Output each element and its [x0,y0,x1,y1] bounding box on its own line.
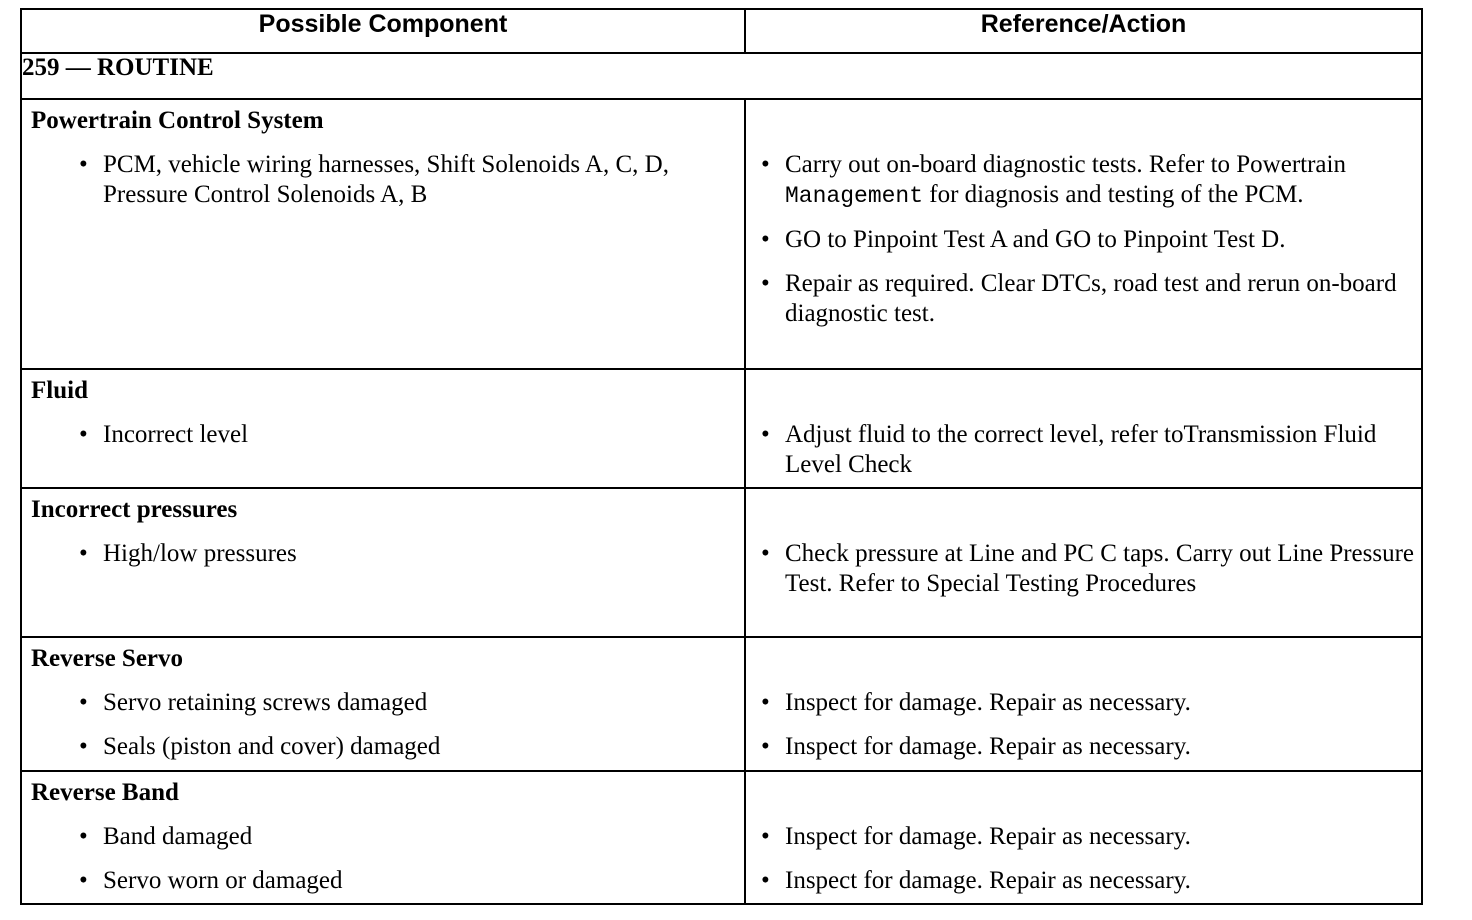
table-row [21,488,1422,637]
action-list [746,822,1421,896]
group-title: Incorrect pressures [31,496,238,523]
component-item: • Servo worn or damaged [22,866,744,896]
group-title: Fluid [31,377,88,404]
component-cell [21,771,745,904]
component-list [22,150,744,210]
component-list [22,539,744,569]
group-title: Reverse Servo [31,645,184,672]
component-cell [21,99,745,369]
action-cell [745,771,1422,904]
action-mono-text: Management [785,183,924,209]
action-list [746,688,1421,762]
action-item: • GO to Pinpoint Test A and GO to Pinpoint Test D. [746,225,1421,255]
action-item: • Adjust fluid to the correct level, refer toTransmission Fluid Level Check [746,420,1421,480]
action-cell [745,488,1422,637]
table-row [21,771,1422,904]
diagnostic-table [20,8,1423,905]
component-item: • High/low pressures [22,539,744,569]
action-cell [745,637,1422,771]
component-item: • PCM, vehicle wiring harnesses, Shift Solenoids A, C, D, Pressure Control Solenoids A, B [22,150,744,210]
action-item: • Inspect for damage. Repair as necessary. [746,688,1421,718]
action-item: • Inspect for damage. Repair as necessary. [746,822,1421,852]
action-text-tail: for diagnosis and testing of the PCM. [923,181,1304,208]
table-row [21,99,1422,369]
component-item: • Servo retaining screws damaged [22,688,744,718]
action-item: • Inspect for damage. Repair as necessary. [746,732,1421,762]
component-cell [21,488,745,637]
component-cell [21,637,745,771]
column-header-possible-component: Possible Component [21,9,745,53]
action-item: • Check pressure at Line and PC C taps. Carry out Line Pressure Test. Refer to Special Testing Procedures [746,539,1421,599]
component-cell [21,369,745,488]
action-list [746,420,1421,480]
group-title: Reverse Band [31,779,179,806]
table-row [21,369,1422,488]
action-text: Carry out on-board diagnostic tests. Refer to Powertrain [785,151,1346,178]
action-item [746,150,1421,211]
action-item: • Inspect for damage. Repair as necessary. [746,866,1421,896]
component-item: • Seals (piston and cover) damaged [22,732,744,762]
action-cell [745,99,1422,369]
action-list [746,150,1421,329]
column-header-reference-action: Reference/Action [745,9,1422,53]
action-cell [745,369,1422,488]
action-list [746,539,1421,599]
action-item: • Repair as required. Clear DTCs, road test and rerun on-board diagnostic test. [746,269,1421,329]
routine-label: 259 — ROUTINE [21,53,1422,99]
component-list [22,688,744,762]
component-item: • Incorrect level [22,420,744,450]
component-list [22,420,744,450]
table-row [21,637,1422,771]
component-item: • Band damaged [22,822,744,852]
component-list [22,822,744,896]
group-title: Powertrain Control System [31,107,324,134]
